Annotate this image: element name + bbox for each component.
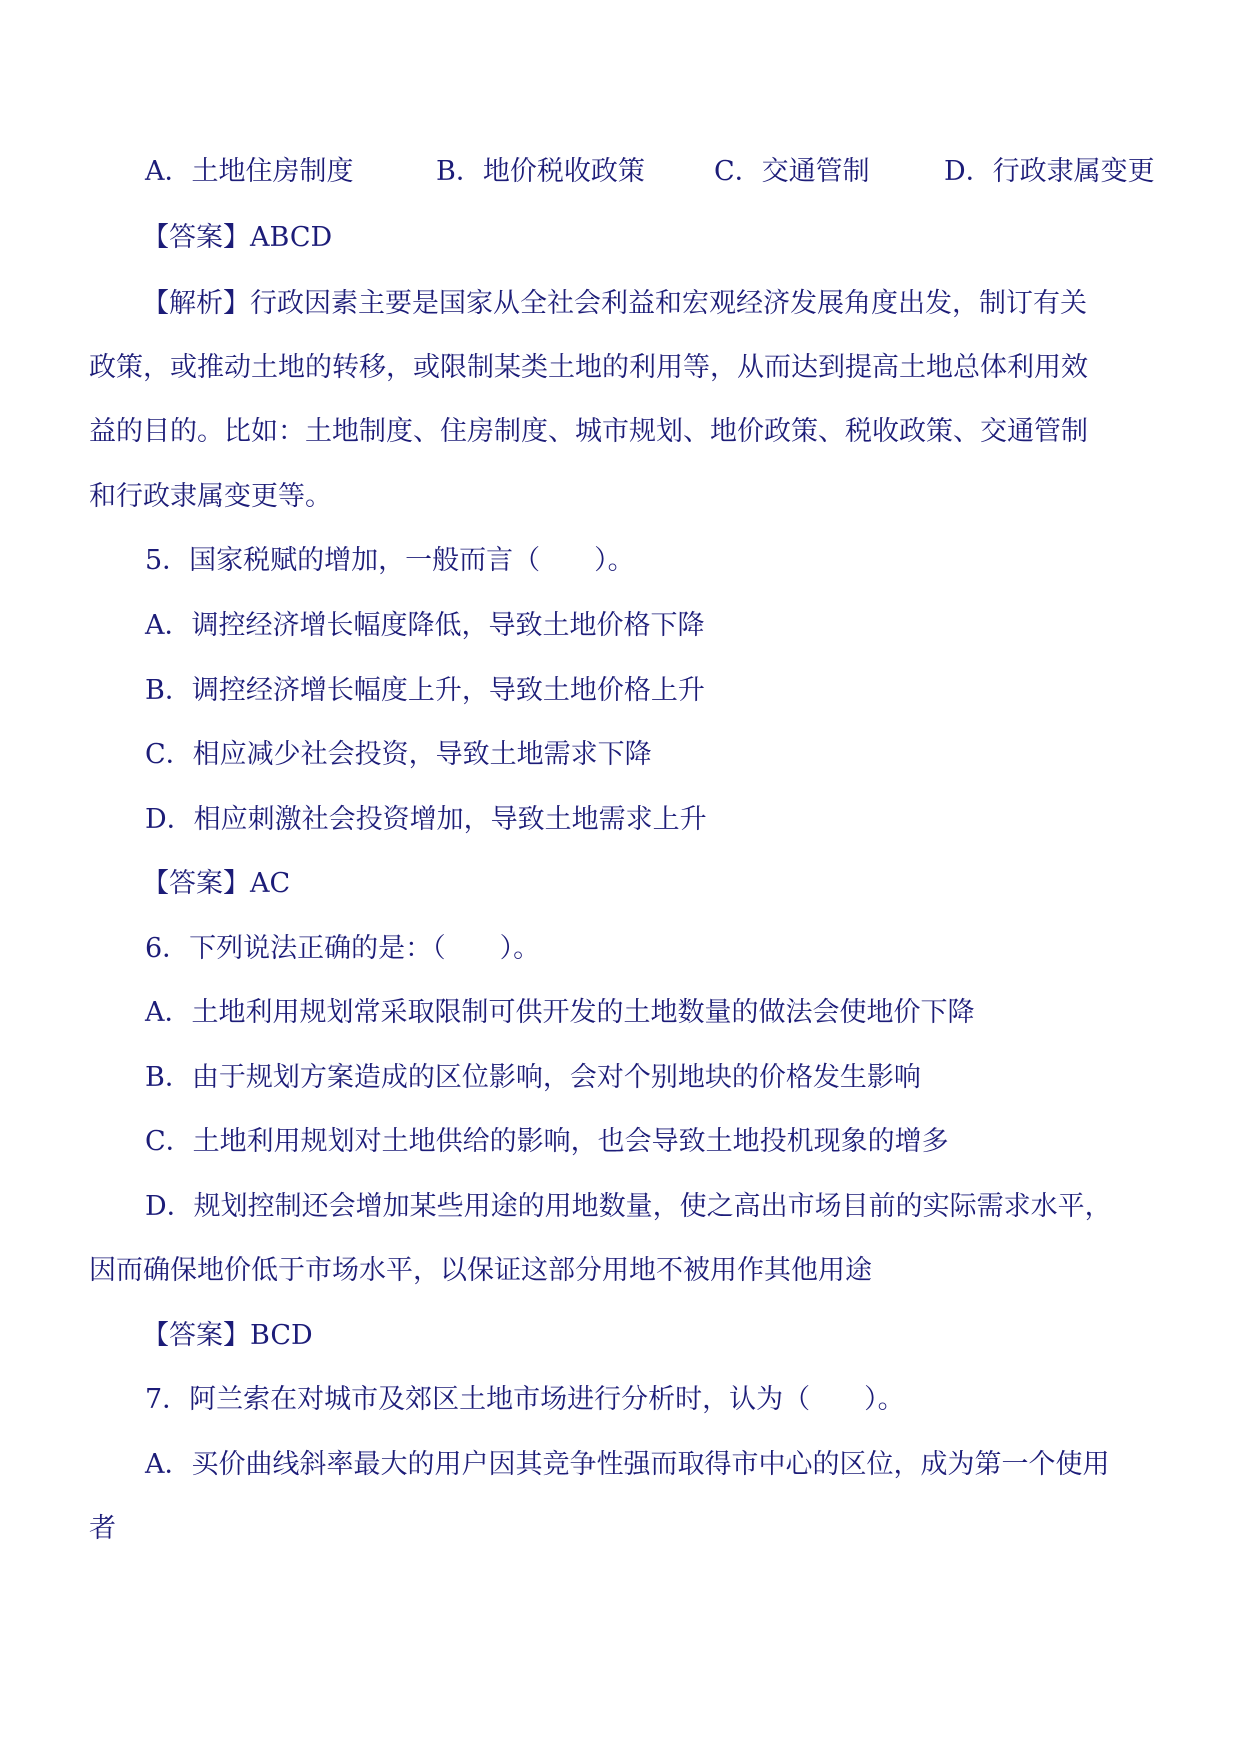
q7-stem: 7．阿兰索在对城市及郊区土地市场进行分析时，认为（ ）。 bbox=[145, 1384, 905, 1415]
q6-option-a: A．土地利用规划常采取限制可供开发的土地数量的做法会使地价下降 bbox=[145, 997, 975, 1028]
q4-analysis-line-4: 和行政隶属变更等。 bbox=[89, 481, 332, 512]
q6-option-b: B．由于规划方案造成的区位影响，会对个别地块的价格发生影响 bbox=[145, 1062, 921, 1093]
q4-analysis-line-3: 益的目的。比如：土地制度、住房制度、城市规划、地价政策、税收政策、交通管制 bbox=[89, 416, 1088, 447]
q5-option-c: C．相应减少社会投资，导致土地需求下降 bbox=[145, 739, 652, 770]
q5-option-b: B．调控经济增长幅度上升，导致土地价格上升 bbox=[145, 675, 705, 706]
q5-option-d: D．相应刺激社会投资增加，导致土地需求上升 bbox=[145, 804, 707, 835]
q6-option-c: C．土地利用规划对土地供给的影响，也会导致土地投机现象的增多 bbox=[145, 1126, 949, 1157]
q5-answer: 【答案】AC bbox=[142, 868, 291, 899]
q4-option-a: A．土地住房制度 bbox=[145, 156, 354, 187]
q4-answer: 【答案】ABCD bbox=[142, 222, 333, 253]
q7-option-a-continued: 者 bbox=[89, 1513, 116, 1544]
q5-option-a: A．调控经济增长幅度降低，导致土地价格下降 bbox=[145, 610, 705, 641]
q4-option-d: D．行政隶属变更 bbox=[944, 156, 1155, 187]
q6-answer: 【答案】BCD bbox=[142, 1320, 313, 1351]
q4-analysis-line-1: 【解析】行政因素主要是国家从全社会利益和宏观经济发展角度出发，制订有关 bbox=[142, 288, 1087, 319]
q4-option-b: B．地价税收政策 bbox=[436, 156, 645, 187]
q6-option-d-continued: 因而确保地价低于市场水平，以保证这部分用地不被用作其他用途 bbox=[89, 1255, 872, 1286]
q6-stem: 6．下列说法正确的是：（ ）。 bbox=[145, 933, 541, 964]
q4-analysis-line-2: 政策，或推动土地的转移，或限制某类土地的利用等，从而达到提高土地总体利用效 bbox=[89, 352, 1088, 383]
q7-option-a: A．买价曲线斜率最大的用户因其竞争性强而取得市中心的区位，成为第一个使用 bbox=[145, 1449, 1110, 1480]
q5-stem: 5．国家税赋的增加，一般而言（ ）。 bbox=[145, 545, 635, 576]
q6-option-d: D．规划控制还会增加某些用途的用地数量，使之高出市场目前的实际需求水平， bbox=[145, 1191, 1112, 1222]
q4-option-c: C．交通管制 bbox=[714, 156, 870, 187]
